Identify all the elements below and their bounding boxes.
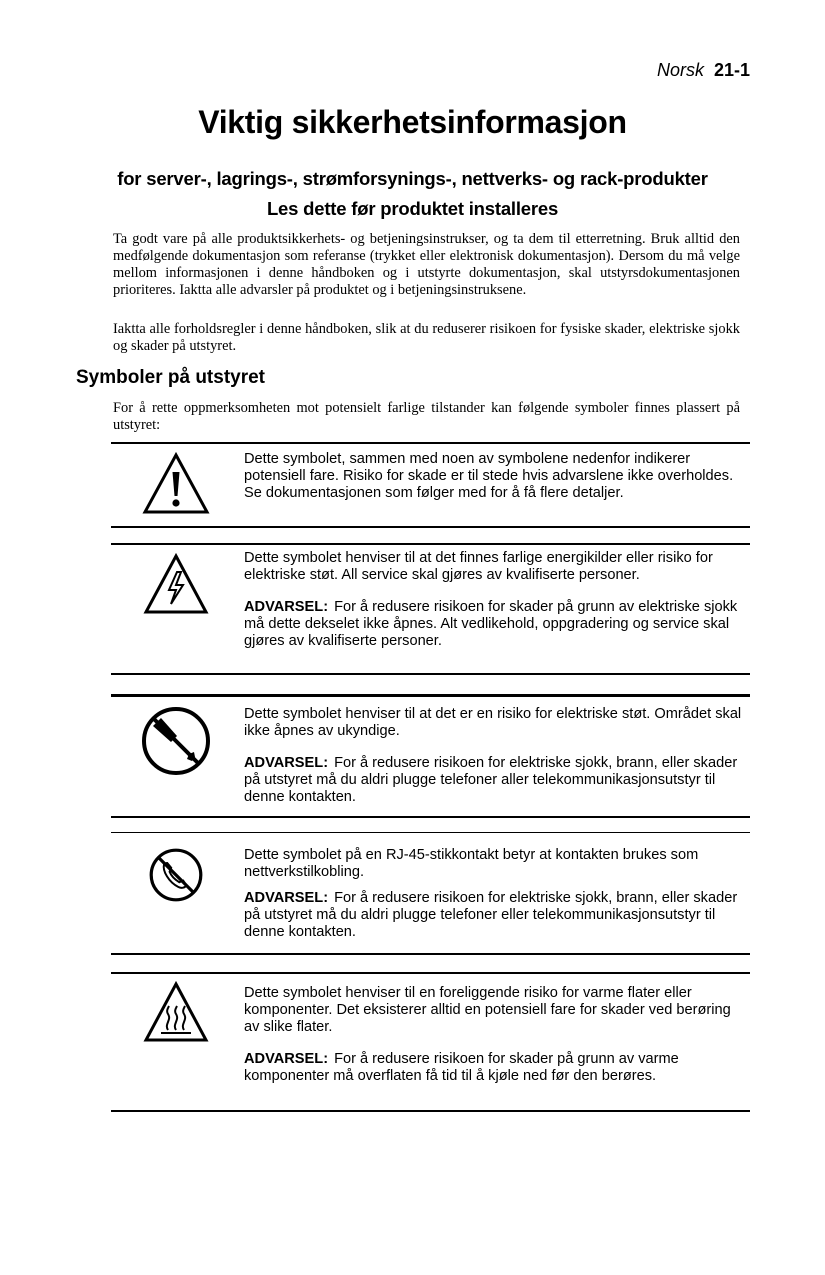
- warning-label: ADVARSEL:: [244, 599, 329, 615]
- symbol-text: [244, 706, 744, 806]
- symbol-entry: [111, 972, 750, 1113]
- divider: [111, 832, 750, 833]
- section-heading: Symboler på utstyret: [76, 367, 265, 388]
- divider: [111, 694, 750, 697]
- divider: [111, 953, 750, 955]
- symbol-warning: [244, 599, 744, 650]
- symbol-warning: [244, 755, 744, 806]
- warning-text: For å redusere risikoen for elektriske sjokk, brann, eller skader på utstyret må du aldri plugge telefoner eller telekommunikasjonsutstyr til denne kontakten.: [244, 890, 738, 940]
- warning-label: ADVARSEL:: [244, 755, 329, 771]
- warning-triangle-icon: [141, 450, 211, 520]
- header-language: Norsk: [656, 60, 704, 80]
- warning-text: For å redusere risikoen for elektriske sjokk, brann, eller skader på utstyret må du aldri plugge telefoner aller telekommunikasjonsutstyr til denne kontakten.: [244, 755, 738, 805]
- symbol-description: Dette symbolet henviser til en foreliggende risiko for varme flater eller komponenter. Det eksisterer alltid en potensiell fare for skader ved berøring av slike flater.: [244, 985, 731, 1035]
- symbol-warning: [244, 1051, 744, 1085]
- divider: [111, 442, 750, 444]
- no-telephone-icon: [148, 847, 204, 903]
- divider: [111, 526, 750, 528]
- subtitle-read-before: Les dette før produktet installeres: [266, 198, 559, 219]
- divider: [111, 816, 750, 818]
- warning-text: For å redusere risikoen for skader på grunn av elektriske sjokk må dette dekselet ikke åpnes. Alt vedlikehold, oppgradering og service skal gjøres av kvalifiserte personer.: [244, 599, 738, 649]
- symbol-entry: [111, 543, 750, 675]
- divider: [111, 1110, 750, 1112]
- intro-paragraph: Iaktta alle forholdsregler i denne håndboken, slik at du reduserer risikoen for fysiske skader, elektriske sjokk og skader på utstyret.: [113, 321, 740, 354]
- hot-surface-icon: [141, 978, 211, 1048]
- page-header: [657, 60, 750, 81]
- symbol-entry: [111, 694, 750, 818]
- page-title: Viktig sikkerhetsinformasjon: [198, 104, 627, 140]
- symbol-text: [244, 550, 744, 650]
- symbol-description: Dette symbolet henviser til at det finnes farlige energikilder eller risiko for elektriske støt. All service skal gjøres av kvalifiserte personer.: [244, 550, 713, 583]
- symbol-description: Dette symbolet henviser til at det er en risiko for elektriske støt. Området skal ikke åpnes av ukyndige.: [244, 706, 742, 739]
- intro-paragraph: Ta godt vare på alle produktsikkerhets- og betjeningsinstrukser, og ta dem til etterretning. Bruk alltid den medfølgende dokumentasjon som referanse (trykket eller elektronisk dokumentasjon). Dersom du må velge mellom informasjonen i denne håndboken og i utstyrte dokumentasjon, skal utstyrsdokumentasjonen prioriteres. Iaktta alle advarsler på produktet og i betjeningsinstruksene.: [113, 231, 740, 298]
- symbol-entry: [111, 832, 750, 955]
- symbol-text: [244, 985, 744, 1085]
- symbol-warning: [244, 890, 744, 941]
- divider: [111, 972, 750, 974]
- symbol-entry: [111, 442, 750, 528]
- subtitle-products: for server-, lagrings-, strømforsynings-, nettverks- og rack-produkter: [117, 168, 708, 189]
- section-intro: For å rette oppmerksomheten mot potensielt farlige tilstander kan følgende symboler finnes plassert på utstyret:: [113, 400, 740, 433]
- symbol-description: Dette symbolet, sammen med noen av symbolene nedenfor indikerer potensiell fare. Risiko for skade er til stede hvis advarslene ikke overholdes. Se dokumentasjonen som følger med for å få flere detaljer.: [244, 451, 734, 501]
- no-tools-icon: [141, 706, 211, 776]
- electrical-hazard-icon: [141, 550, 211, 620]
- warning-text: For å redusere risikoen for skader på grunn av varme komponenter må overflaten få tid til å kjøle ned før den berøres.: [244, 1051, 679, 1084]
- symbol-description: Dette symbolet på en RJ-45-stikkontakt betyr at kontakten brukes som nettverkstilkobling.: [244, 847, 699, 880]
- divider: [111, 543, 750, 545]
- warning-label: ADVARSEL:: [244, 1051, 329, 1067]
- symbol-text: [244, 847, 744, 941]
- divider: [111, 673, 750, 675]
- page-number: 21-1: [713, 60, 750, 80]
- symbol-text: [244, 451, 744, 502]
- warning-label: ADVARSEL:: [244, 890, 329, 906]
